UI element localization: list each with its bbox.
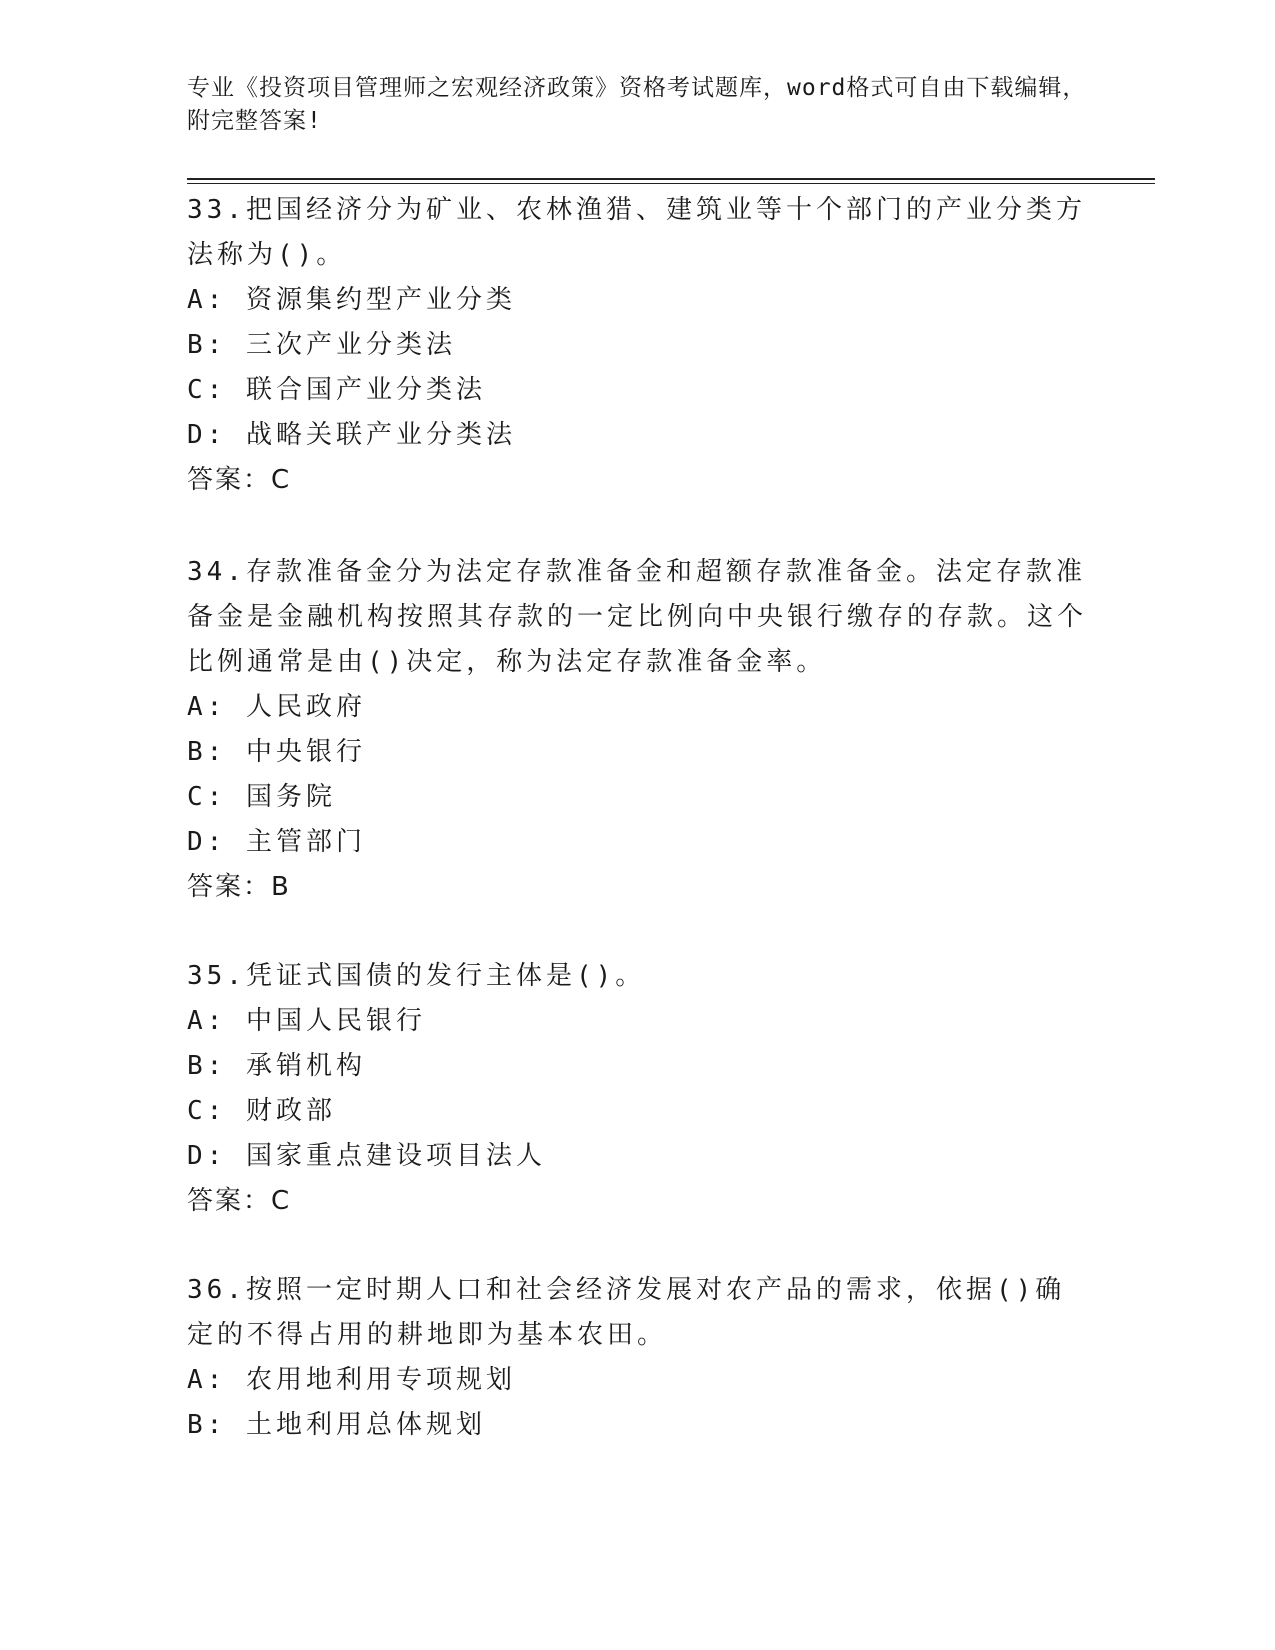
header-divider-thin [187, 183, 1155, 184]
answer: 答案：C [187, 1186, 292, 1216]
option-a: A: 农用地利用专项规划 [187, 1365, 516, 1395]
question-35 [187, 954, 1087, 1224]
document-header: 专业《投资项目管理师之宏观经济政策》资格考试题库，word格式可自由下载编辑，附完整答案! [187, 75, 1087, 134]
option-d: D: 战略关联产业分类法 [187, 420, 516, 450]
question-34 [187, 550, 1087, 910]
option-b: B: 土地利用总体规划 [187, 1410, 486, 1440]
option-a: A: 资源集约型产业分类 [187, 285, 516, 315]
question-text: 35.凭证式国债的发行主体是()。 [187, 961, 646, 991]
question-spacer [187, 910, 1087, 954]
option-b: B: 中央银行 [187, 737, 366, 767]
question-text: 34.存款准备金分为法定存款准备金和超额存款准备金。法定存款准备金是金融机构按照其存款的一定比例向中央银行缴存的存款。这个比例通常是由()决定，称为法定存款准备金率。 [187, 557, 1088, 677]
question-text: 33.把国经济分为矿业、农林渔猎、建筑业等十个部门的产业分类方法称为()。 [187, 195, 1086, 270]
option-b: B: 承销机构 [187, 1051, 366, 1081]
option-a: A: 人民政府 [187, 692, 366, 722]
option-b: B: 三次产业分类法 [187, 330, 456, 360]
option-a: A: 中国人民银行 [187, 1006, 426, 1036]
answer: 答案：B [187, 872, 291, 902]
question-33 [187, 188, 1087, 503]
question-spacer [187, 1224, 1087, 1268]
option-c: C: 国务院 [187, 782, 336, 812]
question-text: 36.按照一定时期人口和社会经济发展对农产品的需求，依据()确定的不得占用的耕地即为基本农田。 [187, 1275, 1066, 1350]
header-divider-thick [187, 178, 1155, 180]
option-d: D: 主管部门 [187, 827, 366, 857]
question-36 [187, 1268, 1087, 1448]
option-c: C: 财政部 [187, 1096, 336, 1126]
question-spacer [187, 503, 1087, 550]
question-list [187, 188, 1087, 1448]
option-d: D: 国家重点建设项目法人 [187, 1141, 546, 1171]
option-c: C: 联合国产业分类法 [187, 375, 486, 405]
answer: 答案：C [187, 465, 292, 495]
